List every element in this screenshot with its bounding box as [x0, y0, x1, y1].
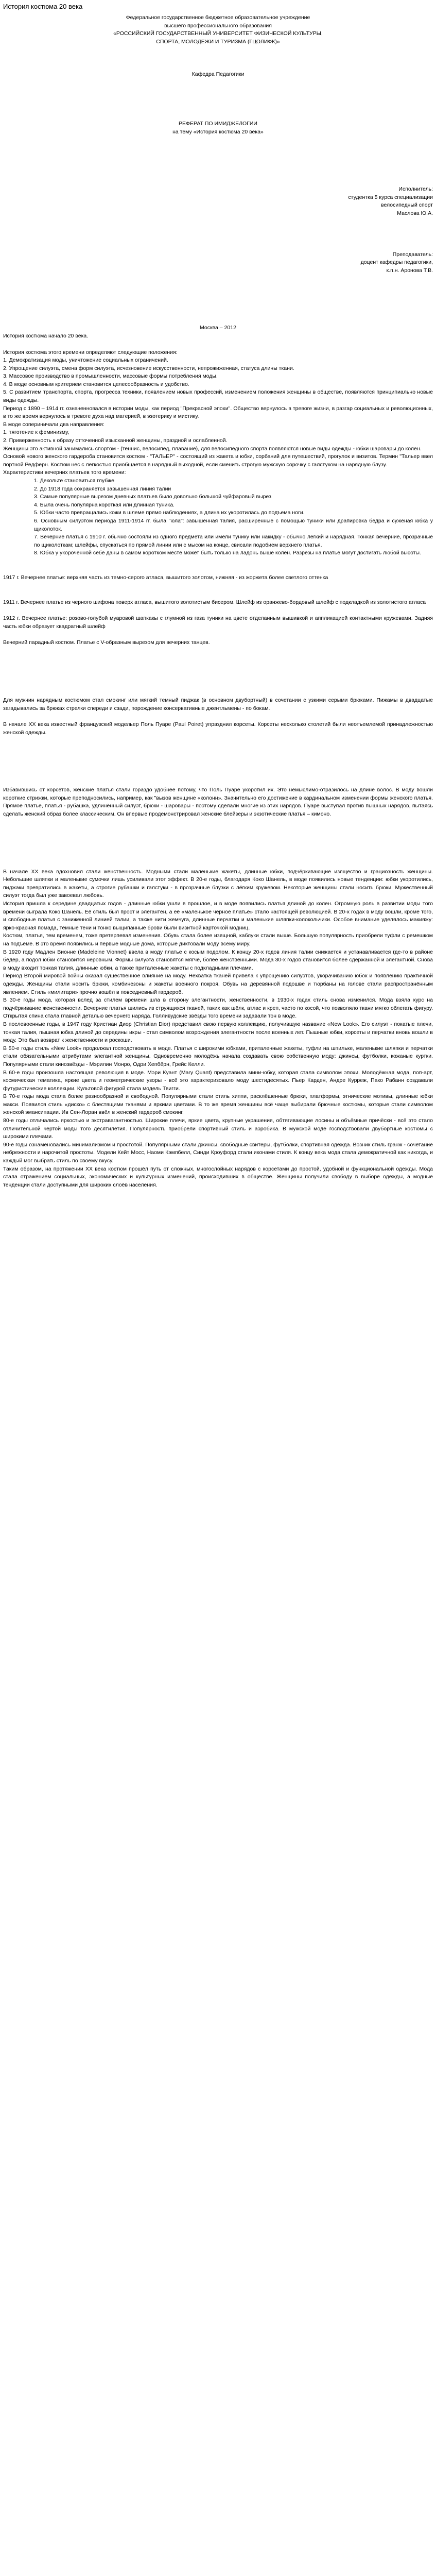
- paragraph: Основой нового женского гардероба становится костюм - "ТАЛЬЕР" - состоящий из жакета и юбки, сорбаний для путешествий, прогулок и визитов. Термин "Тальер ввел портной Редферн. Костюм нес с легкостью приобщается в нарядный выходной, если сменить строгую мужскую сорочку с галстуком на нарядную блузу.: [3, 453, 433, 468]
- paragraph: Период Второй мировой войны оказал существенное влияние на моду. Нехватка тканей привела к упрощению силуэтов, укорачиванию юбок и появлению практичной одежды. Женщины стали носить брюки, комбинезоны и жакеты военного покроя. Обувь на деревянной подошве и тюрбаны на голове стали распространённым явлением. Стиль «милитари» прочно вошёл в повседневный гардероб.: [3, 973, 433, 995]
- paragraph: Для мужчин нарядным костюмом стал смокинг или мягкий темный пиджак (в основном двубортный) в сочетании с узкими серыми брюками. Пижамы в двадцатые загадывались за брюках стрелки спереди и сзади, порождение консервативные джентльмены - по бокам.: [3, 697, 433, 711]
- header-line: высшего профессионального образования: [164, 22, 272, 29]
- paragraph: История костюма начало 20 века.: [3, 332, 89, 339]
- paragraph: В 70-е годы мода стала более разнообразной и свободной. Популярными стали стиль хиппи, расклёшенные брюки, платформы, этнические мотивы, длинные юбки макси. Появился стиль «диско» с блестящими тканями и яркими цветами. В то же время женщины всё чаще выбирали брючные костюмы, которые стали символом женской эмансипации. Ив Сен-Лоран ввёл в женский гардероб смокинг.: [3, 1093, 433, 1116]
- paragraph: 90-е годы ознаменовались минимализмом и простотой. Популярными стали джинсы, свободные свитеры, футболки, спортивная одежда. Возник стиль гранж - сочетание небрежности и нарочитой простоты. Модели Кейт Мосс, Наоми Кэмпбелл, Синди Кроуфорд стали иконами стиля. К концу века мода стала демократичной как никогда, и каждый мог выбрать стиль по своему вкусу.: [3, 1141, 433, 1164]
- caption: 1917 г. Вечернее платье: верхняя часть из темно-серого атласа, вышитого золотом, нижняя - из жоржета более светлого оттенка: [3, 574, 328, 581]
- list-item: 6. Основным силуэтом периода 1911-1914 гг. была "юла": завышенная талия, расширенные с помощью туники или драпировка бедра и суженая юбка у щиколоток.: [34, 517, 433, 532]
- paragraph: Период с 1890 – 1914 гг. означенновался в истории моды, как период "Прекрасной эпохи". Общество вернулось в тревоге жизни, в разгар социальных и революционных, в то же время вернулось в тревоге духа над материей, в эзотерику и мистику.: [3, 405, 433, 420]
- paragraph: В 30-е годы мода, которая вслед за стилем времени шла в сторону элегантности, женственности, в 1930-х годах стиль снова изменился. Мода взяла курс на подчёркивание женственности. Вечерние платья шились из струящихся тканей, таких как шёлк, атлас и креп, часто по косой, что позволяло ткани мягко облегать фигуру. Открытая спина стала главной деталью вечернего наряда. Голливудские звёзды того времени задавали тон в моде.: [3, 997, 433, 1020]
- list-item: 3. Массовое производство в промышленности, массовые формы потребления моды.: [3, 373, 218, 380]
- list-item: 2. Приверженность к образу отточенной изысканной женщины, праздной и ослабленной.: [3, 437, 228, 444]
- list-item: 5. С развитием транспорта, спорта, прогресса техники, появлением новых профессий, изменением положения женщины в обществе, появляются принципиально новые виды одежды.: [3, 389, 433, 404]
- header-line: Федеральное государственное бюджетное образовательное учреждение: [126, 14, 310, 21]
- paragraph: В начале XX века известный французский модельер Поль Пуаре (Paul Poiret) упразднил корсеты. Корсеты несколько столетий были неотъемлемой принадлежностью женской одежды.: [3, 721, 433, 736]
- paragraph: В моде сопериничали два направления:: [3, 421, 104, 428]
- list-item: 8. Юбка у укороченной себе даны в самом коротком месте может быть только на ладонь выше колен. Разрезы на платье могут достигать любой высоты.: [34, 550, 422, 556]
- paragraph: Костюм, платья, тем временем, тоже претерпевал изменения. Обувь стала более изящной, каблуки стали выше. Большую популярность приобрели туфли с ремешком на подъёме. В это время появились и первые модные дома, которые диктовали моду всему миру.: [3, 933, 433, 947]
- list-item: 3. Самые популярные вырезом дневных платьев было довольно большой чуйфаровый вырез: [34, 494, 271, 500]
- list-item: 1. Декольте становиться глубже: [34, 478, 115, 484]
- paragraph: История костюма этого времени определяют следующие положения:: [3, 349, 178, 355]
- paragraph: Таким образом, на протяжении XX века костюм прошёл путь от сложных, многослойных нарядов с корсетами до простой, удобной и функциональной одежды. Мода стала отражением социальных, экономических и культурных изменений, происходивших в обществе. Женщины получили свободу в выборе одежды, а модные тенденции стали доступными для широких слоёв населения.: [3, 1165, 433, 1188]
- teacher-line: доцент кафедры педагогики,: [360, 259, 433, 266]
- executor-line: студентка 5 курса специализации: [348, 194, 433, 200]
- caption: 1911 г. Вечернее платье из черного шифона поверх атласа, вышитого золотистым бисером. Шлейф из оранжево-бордовый шлейф с подкладкой из золотистого атласа: [3, 599, 426, 605]
- department: Кафедра Педагогики: [191, 71, 245, 78]
- executor-line: велосипедный спорт: [381, 202, 433, 209]
- paragraph: История пришла к середине двадцатых годов - длинные юбки ушли в прошлое, и в моде появились платья длиной до колен. Огромную роль в развитии моды того времени сыграла Коко Шанель. Её стиль был прост и элегантен, а её «маленькое чёрное платье» стало настоящей революцией. В 20-х годах в моду вошли, кроме того, и свободные платья с заниженной линией талии, а также нити жемчуга, длинные перчатки и маленькие шляпки-колокольчики. Особое внимание уделялось макияжу: ярко-красная помада, тёмные тени и тонко выщипанные брови были визитной карточкой модниц.: [3, 901, 433, 931]
- report-title: РЕФЕРАТ ПО ИМИДЖЕЛОГИИ: [179, 120, 257, 127]
- list-item: 2. До 1918 года сохраняется завышенная линия талии: [34, 485, 171, 492]
- executor-block: [3, 185, 433, 217]
- teacher-line: Преподаватель:: [392, 251, 433, 258]
- caption: 1912 г. Вечернее платье: розово-голубой муаровой шапкакы с глумной из газа туники на цвете отделанным вышивкой и аппликацией контактными кружевами. Задняя часть юбки образует квадратный шлейф: [3, 615, 433, 630]
- place-year: Москва – 2012: [200, 325, 236, 331]
- list-item: 5. Юбки часто превращались кожи в шлеме прямо наблюдениях, а длина их укоротилась до подъема ноги.: [34, 510, 305, 516]
- document: [0, 0, 436, 1189]
- report-topic: на тему «История костюма 20 века»: [172, 128, 264, 135]
- paragraph: Избавившись от корсетов, женские платья стали гораздо удобнее потому, что Поль Пуаре укоротил их. Это немыслимо-отразилось на длине волос. В моду вошли короткие стрижки, которые преподносились, например, как "вызов женщине «колонн». Значительно его достижение в кардинальном изменении формы женского платья. Прямое платье, платья - рубашка, удлинённый силуэт, брюки - шаровары - поэтому сделали многие из этих нарядов. Пуаре выступал против пышных нарядов, пытаясь сделать женский образ более классическим. Он впервые продемонстрировал женские блейзеры и экзотические платья – кимоно.: [3, 787, 433, 818]
- header-line: СПОРТА, МОЛОДЕЖИ И ТУРИЗМА (ГЦОЛИФК)»: [156, 38, 280, 45]
- list-item: 4. Была очень популярна короткая или длинная туника.: [34, 501, 175, 508]
- paragraph: Женщины это активной занимались спортом - (теннис, велосипед, плавание), для велосипедного спорта появляются новые виды одежды - юбки шаровары до колен.: [3, 445, 422, 452]
- paragraph: В 1920 году Мадлен Вионне (Madeleine Vionnet) ввела в моду платье с косым подолом. К концу 20-х годов линия талии снижается и устанавливается где-то в районе бёдер, а подол юбки становится неровным. Формы силуэта становятся мягче, более женственными. Мода 30-х годов становится более сдержанной и элегантной. Снова в моду входит тонкая талия, длинные юбки, а также приталенные жакеты с подкладными плечами.: [3, 948, 433, 971]
- teacher-line: к.п.н. Аронова Т.В.: [386, 267, 433, 274]
- header-line: «РОССИЙСКИЙ ГОСУДАРСТВЕННЫЙ УНИВЕРСИТЕТ ФИЗИЧЕСКОЙ КУЛЬТУРЫ,: [113, 30, 323, 37]
- executor-line: Маслова Ю.А.: [397, 210, 433, 216]
- institution-header: [3, 14, 433, 46]
- body-text: [3, 332, 433, 1190]
- page-title: История костюма 20 века: [3, 3, 83, 10]
- paragraph: В начале XX века вдохновил стали женственность. Модными стали маленькие жакеты, длинные юбки, подчёркивающие изящество и грациозность женщины. Небольшие шляпки и маленькие сумочки лишь усиливали этот эффект. В 20-е годы, благодаря Коко Шанель, в моде появились новые тенденции: юбки укоротились, пиджаки превратились в жакеты, а строгие рубашки и галстуки - в прозрачные блузки с лёгким кружевом. Некоторые женщины стали носить брюки. Мужественный силуэт тогда был уже завоевал любовь.: [3, 868, 433, 899]
- teacher-block: [3, 251, 433, 275]
- paragraph: В 50-е годы стиль «New Look» продолжал господствовать в моде. Платья с широкими юбками, приталенные жакеты, туфли на шпильке, маленькие шляпки и перчатки стали обязательными атрибутами элегантной женщины. Одновременно молодёжь начала создавать свою собственную моду: джинсы, футболки, кожаные куртки. Популярными стали кинозвёзды - Мэрилин Монро, Одри Хепбёрн, Грейс Келли.: [3, 1045, 433, 1067]
- executor-line: Исполнитель:: [398, 186, 433, 193]
- paragraph: В послевоенные годы, в 1947 году Кристиан Диор (Christian Dior) представил свою первую коллекцию, получившую название «New Look». Его силуэт - покатые плечи, тонкая талия, пышная юбка длиной до середины икры - стал символом возрождения элегантности после военных лет. Пышные юбки, корсеты и перчатки вновь вошли в моду. Это был возврат к женственности и роскоши.: [3, 1021, 433, 1044]
- caption: Вечерний парадный костюм. Платье с V-образным вырезом для вечерних танцев.: [3, 639, 210, 646]
- list-item: 7. Вечерние платья с 1910 г. обычно состояли из одного предмета или имели тунику или накидку - обычно легкий и нарядная. Тонкая вечерние, прозрачные по щиколоткам; шлейфы, спускаться по прямой линии или с мысом на конце, свисали подобием верхнего платья.: [34, 534, 433, 548]
- list-item: 2. Упрощение силуэта, смена форм силуэта, исчезновение искусственности, непрожиженная, статуса длины ткани.: [3, 365, 294, 371]
- list-item: 1. Демократизация моды, уничтожение социальных ограничений.: [3, 357, 168, 364]
- list-item: 4. В моде основным критерием становится целесообразность и удобство.: [3, 381, 189, 387]
- list-item: 1. тяготение к феминизму,: [3, 429, 69, 436]
- paragraph: В 60-е годы произошла настоящая революция в моде. Мэри Куант (Mary Quant) представила мини-юбку, которая стала символом эпохи. Молодёжная мода, поп-арт, космическая тематика, яркие цвета и геометрические узоры - всё это характеризовало моду шестидесятых. Пьер Карден, Андре Курреж, Пако Рабанн создавали футуристические коллекции. Культовой фигурой стала модель Твигги.: [3, 1069, 433, 1092]
- paragraph: Характеристики вечерних платьев того времени:: [3, 469, 126, 476]
- paragraph: 80-е годы отличались яркостью и экстравагантностью. Широкие плечи, яркие цвета, крупные украшения, обтягивающие лосины и объёмные причёски - всё это стало отличительной чертой моды того десятилетия. Популярность приобрели спортивный стиль и аэробика. В мужской моде господствовали двубортные костюмы с широкими плечами.: [3, 1117, 433, 1140]
